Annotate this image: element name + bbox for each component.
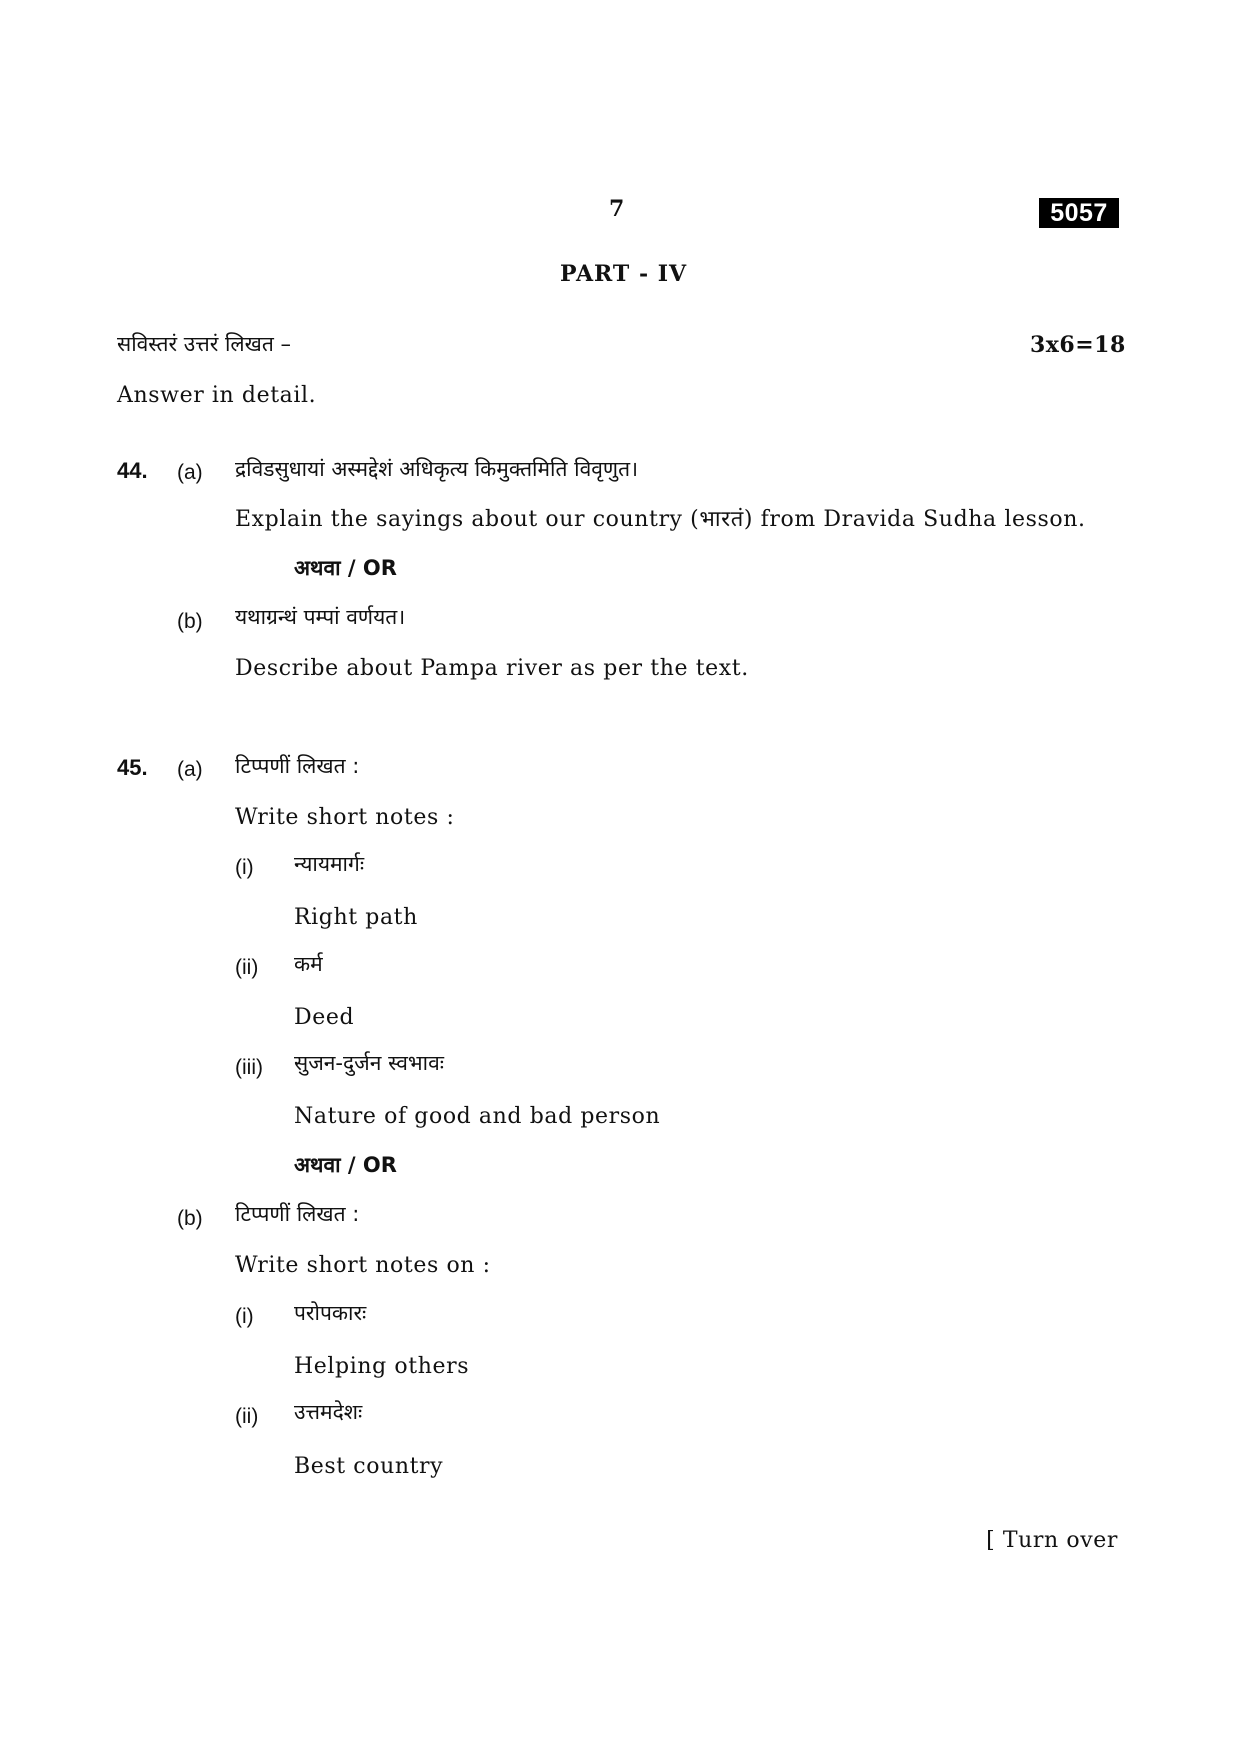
q45-b-item-english: Helping others <box>294 1354 470 1379</box>
q44-b-english: Describe about Pampa river as per the text. <box>235 656 749 681</box>
q44-or-separator: अथवा / OR <box>294 556 397 580</box>
q45-a-item-label: (ii) <box>235 956 259 979</box>
page-number: 7 <box>609 196 625 222</box>
q45-a-english: Write short notes : <box>235 805 455 830</box>
q45-b-item-sanskrit: उत्तमदेशः <box>294 1400 363 1424</box>
q45-a-item-english: Nature of good and bad person <box>294 1104 661 1129</box>
q45-b-item-label: (ii) <box>235 1405 259 1428</box>
part-title: PART - IV <box>560 261 688 287</box>
q44-b-label: (b) <box>177 610 203 633</box>
q45-a-item-english: Deed <box>294 1005 355 1030</box>
q44-a-english: Explain the sayings about our country (भारतं) from Dravida Sudha lesson. <box>235 507 1086 532</box>
marks-allocation: 3x6=18 <box>1030 332 1126 358</box>
q45-a-sanskrit: टिप्पणीं लिखत : <box>235 754 360 778</box>
question-number-44: 44. <box>117 458 148 483</box>
q45-a-item-sanskrit: कर्म <box>294 952 323 976</box>
q45-a-item-label: (iii) <box>235 1056 263 1079</box>
instruction-sanskrit: सविस्तरं उत्तरं लिखत – <box>117 332 291 356</box>
q45-a-item-sanskrit: न्यायमार्गः <box>294 852 365 876</box>
q45-b-item-label: (i) <box>235 1305 254 1328</box>
q44-b-sanskrit: यथाग्रन्थं पम्पां वर्णयत। <box>235 605 406 629</box>
q45-or-separator: अथवा / OR <box>294 1153 397 1177</box>
q45-b-english: Write short notes on : <box>235 1253 491 1278</box>
q45-b-label: (b) <box>177 1207 203 1230</box>
q45-b-item-english: Best country <box>294 1454 444 1479</box>
q45-b-item-sanskrit: परोपकारः <box>294 1301 367 1325</box>
q44-a-sanskrit: द्रविडसुधायां अस्मद्देशं अधिकृत्य किमुक्तमिति विवृणुत। <box>235 457 639 481</box>
q45-a-item-sanskrit: सुजन-दुर्जन स्वभावः <box>294 1051 445 1075</box>
q45-a-label: (a) <box>177 758 203 781</box>
q45-a-item-english: Right path <box>294 905 418 930</box>
turn-over-note: [ Turn over <box>986 1528 1118 1553</box>
q45-b-sanskrit: टिप्पणीं लिखत : <box>235 1202 360 1226</box>
q44-a-label: (a) <box>177 461 203 484</box>
q45-a-item-label: (i) <box>235 856 254 879</box>
question-number-45: 45. <box>117 755 148 780</box>
instruction-english: Answer in detail. <box>117 383 317 408</box>
paper-code-badge: 5057 <box>1039 198 1119 228</box>
